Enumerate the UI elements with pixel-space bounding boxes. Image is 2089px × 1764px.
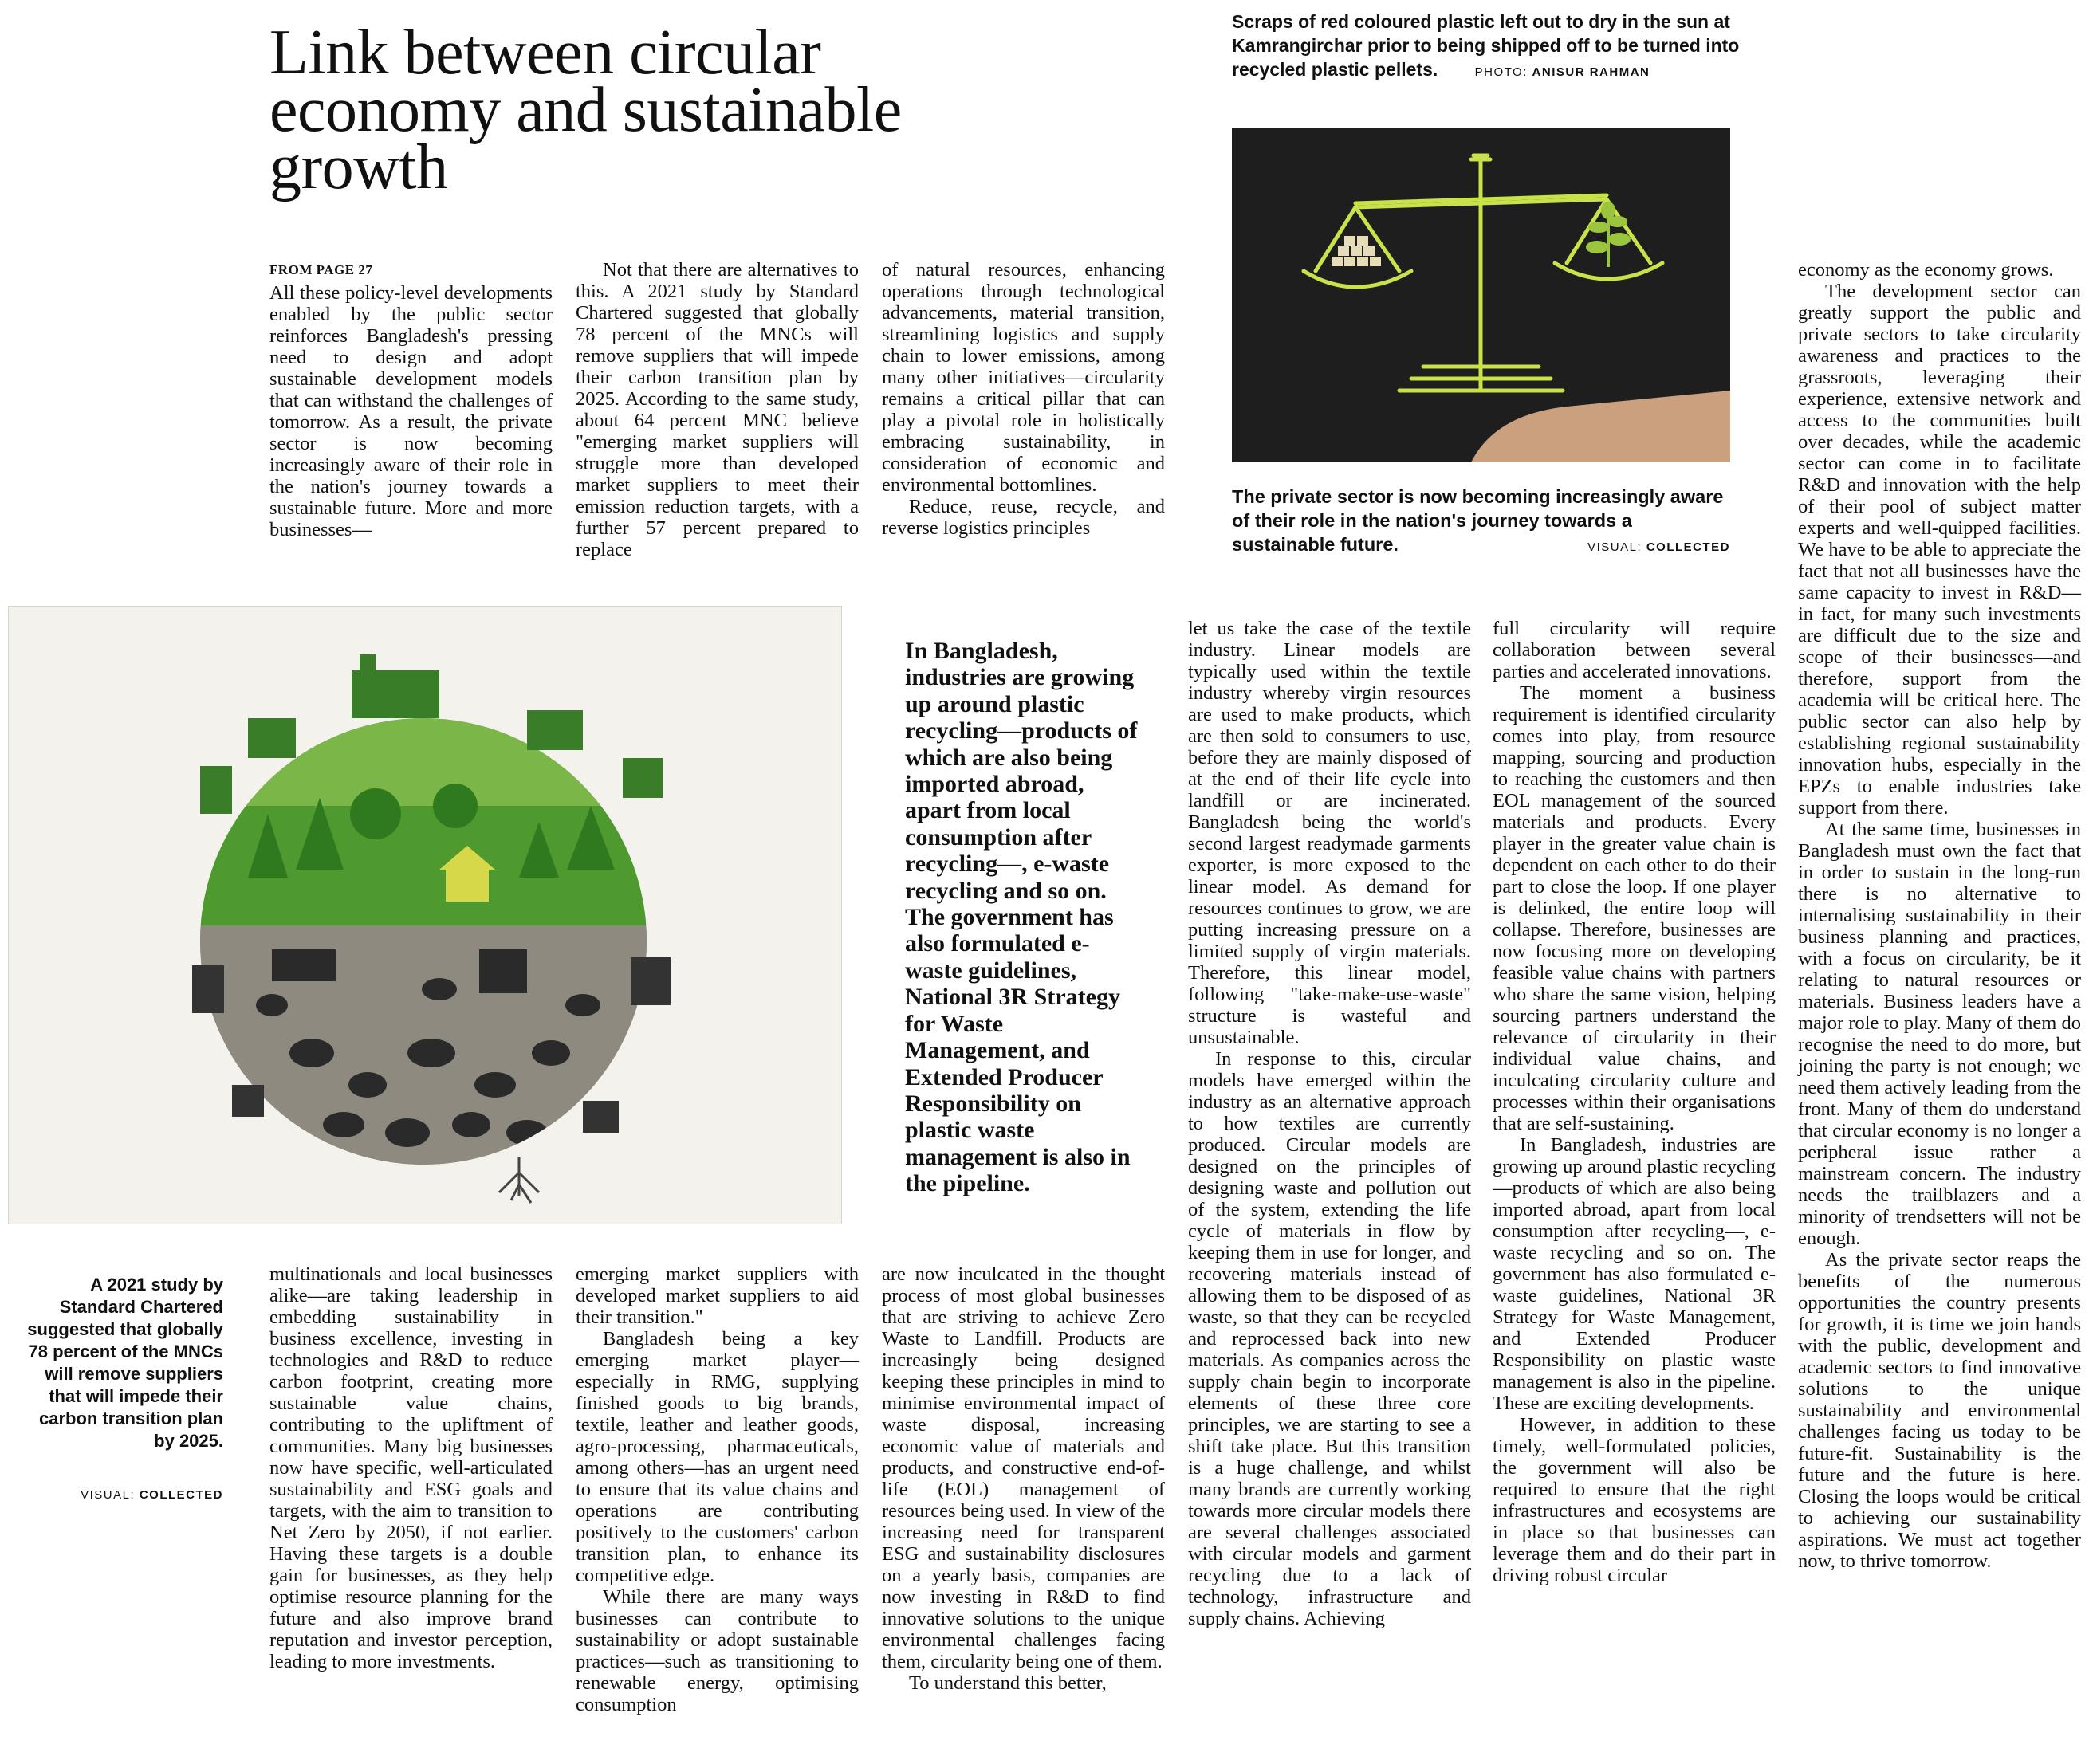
article-column-b3 <box>882 1263 1165 1694</box>
paragraph: Not that there are alternatives to this. A 2021 study by Standard Chartered suggested that globally 78 percent of the MNCs will remove suppliers that will impede their carbon transition plan by 2025. According to the same study, about 64 percent MNC believe "emerging market suppliers will struggle more than developed market suppliers to meet their emission reduction targets, with a further 57 percent prepared to replace <box>576 259 859 560</box>
paragraph: Reduce, reuse, recycle, and reverse logistics principles <box>882 496 1165 539</box>
sidebar-credit-name: COLLECTED <box>139 1488 223 1502</box>
from-page-label: FROM PAGE 27 <box>269 262 373 277</box>
photo-credit-name: ANISUR RAHMAN <box>1532 65 1650 79</box>
paragraph: economy as the economy grows. <box>1798 259 2054 281</box>
headline: Link between circular economy and sustainable growth <box>269 18 902 202</box>
photo-credit-label: PHOTO: <box>1474 65 1528 79</box>
paragraph: At the same time, businesses in Bangladesh must own the fact that in order to sustain in the long-run there is no alternative to internalising sustainability in their business planning and practices, with a focus on circularity, be it relating to natural resources or materials. Business leaders have a major role to play. Many of them do recognise the need to do more, but joining the party is not enough; we need them actively leading from the front. Many of them do understand that circular economy is no longer a peripheral issue rather a mainstream concern. The industry needs the trailblazers and a minority of trendsetters will not be enough. <box>1798 819 2081 1249</box>
paragraph: However, in addition to these timely, well-formulated policies, the government will also be required to ensure that the right infrastructures and ecosystems are in place so that businesses can leverage them and do their part in driving robust circular <box>1493 1414 1776 1586</box>
photo-credit <box>1475 65 1650 79</box>
paragraph: The moment a business requirement is identified circularity comes into play, from resource mapping, sourcing and production to reaching the customers and then EOL management of the sourced materials and products. Every player in the greater value chain is dependent on each other to do their part to close the loop. If one player is delinked, the entire loop will collapse. Therefore, businesses are now focusing more on developing feasible value chains with partners who share the same vision, helping sourcing partners understand the relevance of circularity in their individual value chains, and inculcating circularity culture and processes within their organisations that are self-sustaining. <box>1493 682 1776 1134</box>
photo-caption-top <box>1232 10 1742 84</box>
paragraph: In Bangladesh, industries are growing up around plastic recycling—products of which are also being imported abroad, apart from local consumption after recycling—, e-waste recycling and so on. The government has also formulated e-waste guidelines, National 3R Strategy for Waste Management, and Extended Producer Responsibility on plastic waste management is also in the pipeline. These are exciting developments. <box>1493 1134 1776 1414</box>
paragraph: All these policy-level developments enabled by the public sector reinforces Bangladesh's pressing need to design and adopt sustainable development models that can withstand the challenges of tomorrow. As a result, the private sector is now becoming increasingly aware of their role in the nation's journey towards a sustainable future. More and more businesses— <box>269 282 553 540</box>
paragraph: Bangladesh being a key emerging market player—especially in RMG, supplying finished goods to big brands, textile, leather and leather goods, agro-processing, pharmaceuticals, among others—has an urgent need to ensure that its value chains and operations are contributing positively to the customers' carbon transition plan, to enhance its competitive edge. <box>576 1328 859 1586</box>
paragraph: While there are many ways businesses can contribute to sustainability or adopt sustainable practices—such as transitioning to renewable energy, optimising consumption <box>576 1586 859 1715</box>
scales-caption <box>1232 485 1730 560</box>
photo-caption-text: Scraps of red coloured plastic left out to dry in the sun at Kamrangirchar prior to being shipped off to be turned into recycled plastic pellets. <box>1232 11 1740 80</box>
pull-quote: In Bangladesh, industries are growing up around plastic recycling—products of which are also being imported abroad, apart from local consumption after recycling—, e-waste recycling and so on. The government has also formulated e-waste guidelines, National 3R Strategy for Waste Management, and Extended Producer Responsibility on plastic waste management is also in the pipeline. <box>905 638 1138 1197</box>
article-column-5 <box>1493 618 1776 1586</box>
scales-credit <box>1587 536 1730 560</box>
article-column-2 <box>576 259 859 560</box>
globe-illustration <box>8 606 842 1224</box>
article-column-4 <box>1188 618 1471 1629</box>
sidebar-credit <box>24 1484 223 1507</box>
scales-caption-text: The private sector is now becoming increasingly aware of their role in the nation's journey towards a sustainable future. <box>1232 486 1724 555</box>
circular-economy-globe <box>9 607 841 1224</box>
article-column-3 <box>882 259 1165 539</box>
paragraph: let us take the case of the textile industry. Linear models are typically used within the textile industry whereby virgin resources are used to make products, which are then sold to consumers to use, before they are mainly disposed of at the end of their life cycle into landfill or are incinerated. Bangladesh being the world's second largest readymade garments exporter, is more exposed to the linear model. As demand for resources continues to grow, we are putting increasing pressure on a limited supply of virgin materials. Therefore, this linear model, following "take-make-use-waste" structure is wasteful and unsustainable. <box>1188 618 1471 1048</box>
paragraph: multinationals and local businesses alike—are taking leadership in embedding sustainability in business excellence, investing in technologies and R&D to reduce carbon footprint, creating more sustainable value chains, contributing to the upliftment of communities. Many big businesses now have specific, well-articulated sustainability and ESG goals and targets, with the aim to transition to Net Zero by 2050, if not earlier. Having these targets is a double gain for businesses, as they help optimise resource planning for the future and also improve brand reputation and investor perception, leading to more investments. <box>269 1263 553 1672</box>
balance-scale-illustration <box>1232 128 1730 462</box>
sidebar-quote <box>24 1274 223 1507</box>
article-column-b2 <box>576 1263 859 1715</box>
scales-credit-name: COLLECTED <box>1646 540 1730 554</box>
paragraph: The development sector can greatly support the public and private sectors to take circularity awareness and practices to the grassroots, leveraging their experience, extensive network and access to the communities built over decades, while the academic sector can come in to facilitate R&D and innovation with the help of their pool of subject matter experts and well-quipped facilities. We have to be able to appreciate the fact that not all businesses have the same capacity to invest in R&D—in fact, for many such investments are difficult due to the size and scope of their businesses—and therefore, support from the academia will be critical here. The public sector can also help by establishing regional sustainability innovation hubs, especially in the EPZs to enable industries take support from there. <box>1798 281 2081 819</box>
paragraph: emerging market suppliers with developed market suppliers to aid their transition." <box>576 1263 859 1328</box>
scales-credit-label: VISUAL: <box>1587 540 1642 554</box>
paragraph: of natural resources, enhancing operations through technological advancements, material transition, streamlining logistics and supply chain to lower emissions, among many other initiatives—circularity remains a critical pillar that can play a pivotal role in holistically embracing sustainability, in consideration of economic and environmental bottomlines. <box>882 259 1165 496</box>
paragraph: To understand this better, <box>909 1672 1107 1694</box>
paragraph: full circularity will require collaboration between several parties and accelerated innovations. <box>1493 618 1776 682</box>
sidebar-text: A 2021 study by Standard Chartered suggested that globally 78 percent of the MNCs will remove suppliers that will impede their carbon transition plan by 2025. <box>27 1275 223 1451</box>
article-column-b1 <box>269 1263 553 1672</box>
article-column-6 <box>1798 259 2081 1572</box>
paragraph: As the private sector reaps the benefits of the numerous opportunities the country presents for growth, it is time we join hands with the public, development and academic sectors to find innovative solutions to the unique sustainability and environmental challenges facing us today to be future-fit. Sustainability is the future and the future is here. Closing the loops would be critical to achieving our sustainability aspirations. We must act together now, to thrive tomorrow. <box>1798 1249 2081 1572</box>
paragraph: In response to this, circular models have emerged within the industry as an alternative approach to how textiles are currently produced. Circular models are designed on the principles of designing waste and pollution out of the system, extending the life cycle of materials in flow by keeping them in use for longer, and recovering materials instead of allowing them to be disposed of as waste, so that they can be recycled and reprocessed back into new materials. As companies across the supply chain begin to incorporate elements of these three core principles, we are starting to see a shift take place. But this transition is a huge challenge, and whilst many brands are currently working towards more circular models there are several challenges associated with circular models and garment recycling due to a lack of technology, infrastructure and supply chains. Achieving <box>1188 1048 1471 1629</box>
article-column-1 <box>269 259 553 540</box>
sidebar-credit-label: VISUAL: <box>81 1488 136 1502</box>
paragraph: are now inculcated in the thought process of most global businesses that are striving to achieve Zero Waste to Landfill. Products are increasingly being designed keeping these principles in mind to minimise environmental impact of waste disposal, increasing economic value of materials and products, and constructive end-of-life (EOL) management of resources being used. In view of the increasing need for transparent ESG and sustainability disclosures on a yearly basis, companies are now investing in R&D to find innovative solutions to the unique environmental challenges facing them, circularity being one of them. <box>882 1263 1165 1672</box>
scales-image <box>1232 128 1730 462</box>
